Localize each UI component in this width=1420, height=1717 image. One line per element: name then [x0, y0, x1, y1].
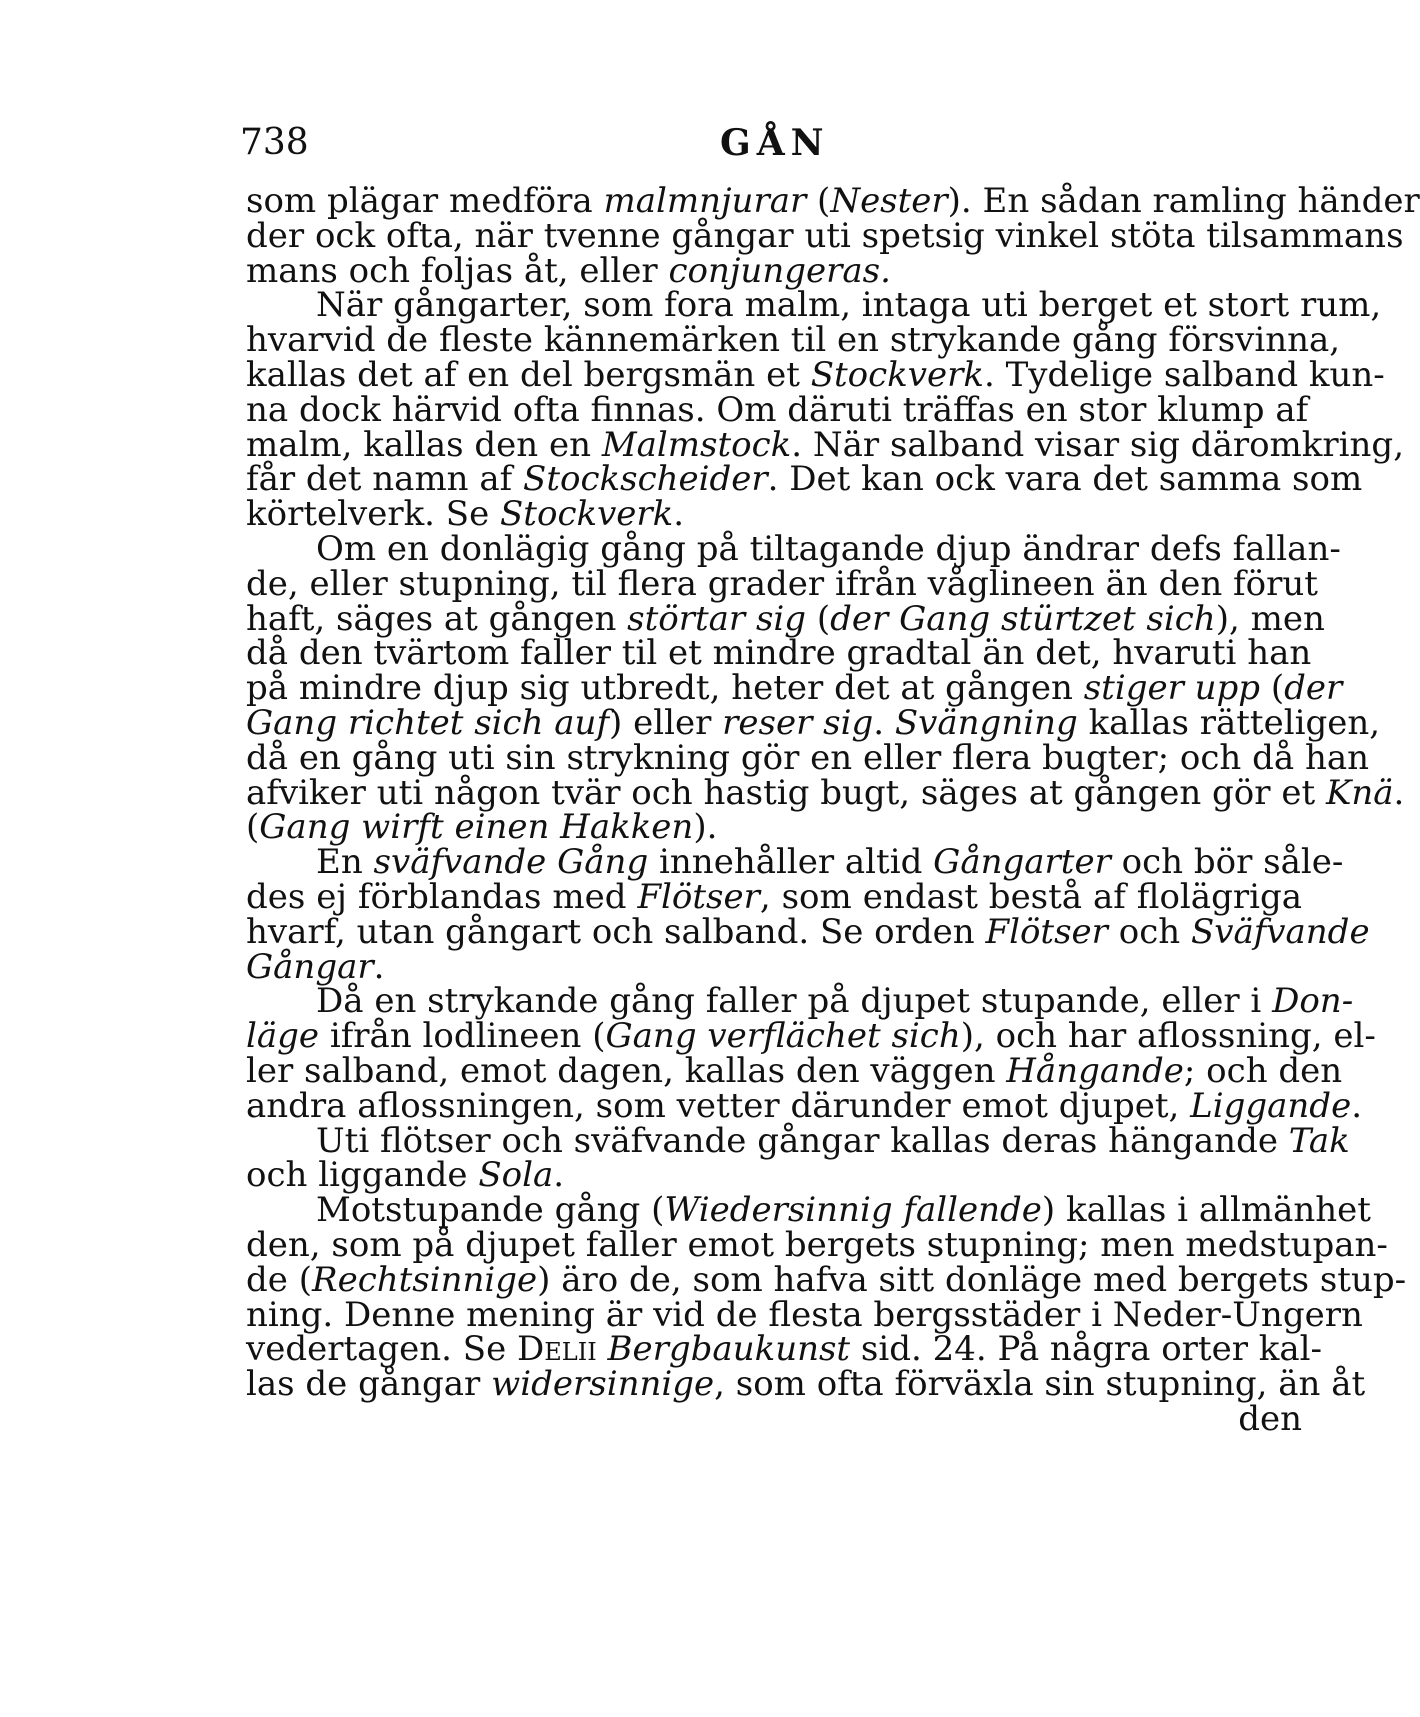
text-span: . — [1351, 1086, 1363, 1126]
text-span: haft, säges at gången — [246, 599, 628, 639]
text-span: malm, kallas den en — [246, 425, 602, 465]
text-span: ), och har aflossning, el- — [960, 1016, 1376, 1056]
text-line — [246, 1156, 1302, 1194]
italic-term: Stockverk — [810, 355, 984, 395]
text-span: och liggande — [246, 1155, 479, 1195]
italic-term: Sola — [478, 1155, 554, 1195]
text-span: . — [553, 1155, 565, 1195]
page-number: 738 — [240, 122, 309, 163]
text-span: . — [873, 703, 895, 743]
text-line — [246, 459, 1363, 499]
italic-term: Gang richtet sich auf — [246, 703, 610, 743]
text-span: ( — [1260, 668, 1285, 708]
text-span: hvarvid de fleste kännemärken til en strykande gång försvinna, — [246, 320, 1341, 360]
italic-term: Malmstock — [601, 425, 792, 465]
page-header — [240, 122, 1300, 172]
italic-term: Bergbaukunst — [607, 1329, 851, 1369]
text-line — [246, 216, 1404, 256]
italic-term: Don- — [1272, 981, 1354, 1021]
text-span: afviker uti någon tvär och hastig bugt, säges at gången gör et — [246, 773, 1326, 813]
text-span: andra aflossningen, som vetter därunder emot djupet, — [246, 1086, 1191, 1126]
text-line — [246, 1016, 1376, 1056]
text-span: . — [1393, 773, 1405, 813]
text-line — [246, 355, 1385, 395]
text-line — [246, 808, 1302, 846]
text-span: na dock härvid ofta finnas. Om däruti träffas en stor klump af — [246, 390, 1309, 430]
text-line — [246, 1225, 1388, 1265]
text-span: och bör såle- — [1110, 842, 1344, 882]
text-span: ). — [693, 807, 718, 847]
italic-term: der Gang stürtzet sich — [830, 599, 1216, 639]
italic-term: Liggande — [1190, 1086, 1352, 1126]
text-span: , som endast bestå af flolägriga — [759, 877, 1303, 917]
text-span: las de gångar — [246, 1364, 492, 1404]
italic-term: Stockscheider — [523, 459, 768, 499]
text-span: den, som på djupet faller emot bergets stupning; men medstupan- — [246, 1225, 1388, 1265]
text-span: . När salband visar sig däromkring, — [791, 425, 1404, 465]
text-line — [246, 495, 1302, 533]
italic-term: reser sig — [722, 703, 874, 743]
italic-term: der — [1284, 668, 1343, 708]
text-span: då den tvärtom faller til et mindre gradtal än det, hvaruti han — [246, 633, 1312, 673]
text-span: ( — [806, 181, 831, 221]
text-span: ( — [806, 599, 831, 639]
italic-term: Svängning — [894, 703, 1078, 743]
italic-term: Sväfvande — [1190, 912, 1370, 952]
text-span: körtelverk. Se — [246, 494, 501, 534]
italic-term: Flötser — [637, 877, 760, 917]
italic-term: Flötser — [985, 912, 1108, 952]
text-line — [316, 529, 1341, 569]
italic-term: Nester — [830, 181, 948, 221]
italic-term: Wiedersinnig fallende — [664, 1190, 1042, 1230]
text-line — [246, 1329, 1322, 1369]
italic-term: Gångarter — [933, 842, 1111, 882]
text-span: de ( — [246, 1260, 312, 1300]
italic-term: Gångar — [246, 947, 374, 987]
text-line — [246, 633, 1312, 673]
text-span: , som ofta förväxla sin stupning, än åt — [714, 1364, 1366, 1404]
text-span: . Det kan ock vara det samma som — [767, 459, 1363, 499]
text-line — [246, 1400, 1302, 1438]
italic-term: Tak — [1288, 1121, 1350, 1161]
text-span: ler salband, emot dagen, kallas den väggen — [246, 1051, 1007, 1091]
text-span: ), men — [1215, 599, 1325, 639]
text-line — [246, 738, 1370, 778]
italic-term: malmnjurar — [603, 181, 807, 221]
text-span: och — [1107, 912, 1191, 952]
text-span: . Tydelige salband kun- — [983, 355, 1385, 395]
text-span: hvarf, utan gångart och salband. Se orden — [246, 912, 986, 952]
text-span: de, eller stupning, til flera grader ifrån våglineen än den förut — [246, 564, 1318, 604]
italic-term: läge — [246, 1016, 320, 1056]
text-line — [246, 1260, 1407, 1300]
text-span: vedertagen. Se — [246, 1329, 518, 1369]
italic-term: Rechtsinnige — [311, 1260, 538, 1300]
text-span: som plägar medföra — [246, 181, 604, 221]
text-span: ) kallas i allmänhet — [1041, 1190, 1371, 1230]
text-span: När gångarter, som fora malm, intaga uti berget et stort rum, — [316, 285, 1382, 325]
italic-term: widersinnige — [491, 1364, 715, 1404]
italic-term: sväfvande Gång — [373, 842, 649, 882]
text-line — [246, 320, 1341, 360]
text-span: mans och foljas åt, eller — [246, 251, 669, 291]
text-span: Då en strykande gång faller på djupet stupande, eller i — [316, 981, 1273, 1021]
text-span: der ock ofta, när tvenne gångar uti spetsig vinkel stöta tilsammans — [246, 216, 1404, 256]
italic-term: Hångande — [1006, 1051, 1184, 1091]
text-span: ( — [246, 807, 260, 847]
text-span: . — [373, 947, 385, 987]
text-line — [246, 878, 1302, 916]
italic-term: Stockverk — [500, 494, 674, 534]
text-line — [246, 703, 1381, 743]
text-span: En — [316, 842, 374, 882]
text-span: ning. Denne mening är vid de flesta bergsstäder i Neder-Ungern — [246, 1295, 1363, 1335]
text-span: kallas det af en del bergsmän et — [246, 355, 811, 395]
text-line — [316, 981, 1354, 1021]
text-span: ; och den — [1183, 1051, 1343, 1091]
text-line — [246, 1051, 1343, 1091]
text-span: på mindre djup sig utbredt, heter det at gången — [246, 668, 1084, 708]
text-span: då en gång uti sin strykning gör en eller flera bugter; och då han — [246, 738, 1370, 778]
text-span: den — [1238, 1399, 1302, 1439]
text-span: Delii — [517, 1329, 597, 1369]
text-span: ) äro de, som hafva sitt donläge med bergets stup- — [537, 1260, 1407, 1300]
italic-term: Gang wirft einen Hakken — [259, 807, 694, 847]
text-span: ). En sådan ramling händer — [947, 181, 1420, 221]
text-line — [246, 1086, 1363, 1126]
text-line — [246, 1364, 1366, 1404]
text-span: kallas rätteligen, — [1077, 703, 1381, 743]
text-span: ) eller — [609, 703, 723, 743]
text-line — [246, 668, 1343, 708]
text-span — [597, 1329, 608, 1369]
text-span: . — [673, 494, 685, 534]
text-span: får det namn af — [246, 459, 524, 499]
text-line — [246, 912, 1370, 952]
italic-term: Knä — [1325, 773, 1394, 813]
text-line — [246, 564, 1318, 604]
text-span: Om en donlägig gång på tiltagande djup ändrar defs fallan- — [316, 529, 1341, 569]
text-line — [316, 285, 1382, 325]
italic-term: Gang verflächet sich — [605, 1016, 961, 1056]
text-span: innehåller altid — [648, 842, 934, 882]
italic-term: stiger upp — [1083, 668, 1261, 708]
text-line — [246, 390, 1309, 430]
italic-term: conjungeras. — [668, 251, 891, 291]
text-line — [316, 1190, 1371, 1230]
text-line — [316, 842, 1344, 882]
text-line — [246, 181, 1420, 221]
text-span: sid. 24. På några orter kal- — [850, 1329, 1322, 1369]
italic-term: störtar sig — [627, 599, 807, 639]
running-head: GÅN — [720, 122, 830, 164]
text-span: ifrån lodlineen ( — [319, 1016, 606, 1056]
text-span: Uti flötser och sväfvande gångar kallas deras hängande — [316, 1121, 1289, 1161]
text-span: Motstupande gång ( — [316, 1190, 665, 1230]
text-span: des ej förblandas med — [246, 877, 638, 917]
